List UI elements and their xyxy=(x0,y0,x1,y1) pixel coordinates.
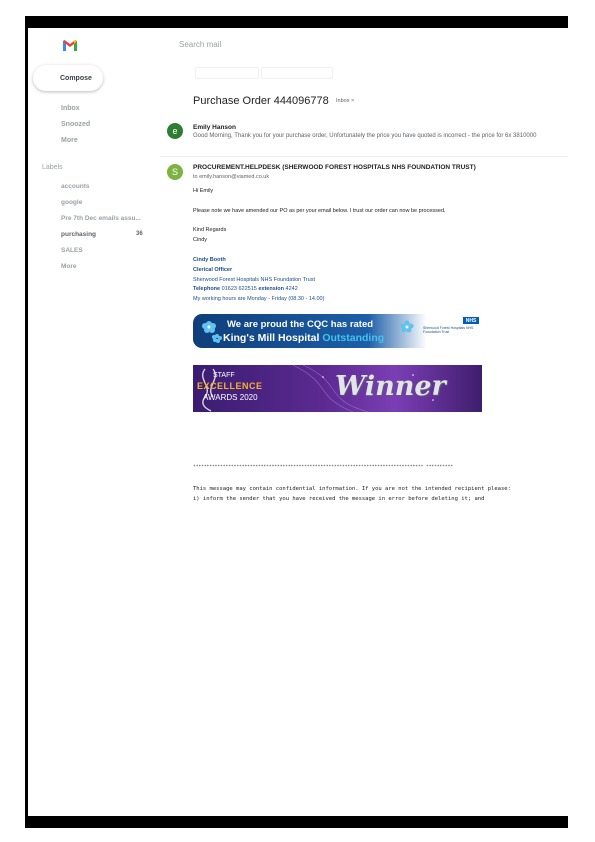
forget-me-not-flower-icon xyxy=(199,317,223,345)
confidentiality-notice: i) inform the sender that you have received the message in error before deleting it; and xyxy=(193,496,485,502)
signature-name: Cindy Booth xyxy=(193,257,226,263)
label-purchasing[interactable]: purchasing xyxy=(61,231,97,238)
label-pre-7th-dec[interactable]: Pre 7th Dec emails assu... xyxy=(61,215,141,222)
avatar: S xyxy=(167,164,183,180)
award-staff-text: STAFF xyxy=(213,372,235,379)
label-google[interactable]: google xyxy=(61,199,83,206)
staff-award-banner-image[interactable] xyxy=(193,365,482,412)
label-sales[interactable]: SALES xyxy=(61,247,83,254)
recipient-line: to emily.hanson@viamed.co.uk xyxy=(193,174,270,180)
nhs-logo: NHS xyxy=(463,317,479,324)
cqc-banner-line2 xyxy=(223,332,384,344)
telephone-number[interactable]: 01623 622515 xyxy=(220,286,259,292)
signature-phone xyxy=(193,286,298,292)
inbox-label-chip[interactable]: Inbox × xyxy=(336,98,355,104)
forget-me-not-flower-icon xyxy=(399,319,415,337)
sender-name[interactable]: Emily Hanson xyxy=(193,124,236,131)
trust-name: Sherwood Forest Hospitals NHS Foundation Trust xyxy=(423,326,474,334)
regards: Kind Regards xyxy=(193,227,227,233)
thread-subject: Purchase Order 444096778 xyxy=(193,95,329,107)
hospital-name: King's Mill Hospital xyxy=(223,332,323,344)
email-page xyxy=(28,28,568,816)
outstanding-rating: Outstanding xyxy=(322,332,385,344)
labels-more[interactable]: More xyxy=(61,263,77,270)
cqc-banner-line1: We are proud the CQC has rated xyxy=(227,319,374,330)
toolbar-button[interactable] xyxy=(261,67,333,79)
labels-heading: Labels xyxy=(42,164,63,171)
greeting: Hi Emily xyxy=(193,188,214,194)
compose-button[interactable]: Compose xyxy=(33,65,103,91)
signature-title: Clerical Officer xyxy=(193,267,233,273)
extension-label: extension xyxy=(258,286,285,292)
divider xyxy=(160,156,568,157)
label-purchasing-count: 36 xyxy=(136,231,143,237)
confidentiality-notice: This message may contain confidential information. If you are not the intended recipient please: xyxy=(193,486,511,492)
separator-line: ************************************************************************************* ********** xyxy=(193,465,454,470)
sender-name[interactable]: PROCUREMENT.HELPDESK (SHERWOOD FOREST HOSPITALS NHS FOUNDATION TRUST) xyxy=(193,164,476,171)
signoff-name: Cindy xyxy=(193,237,208,243)
extension-number: 4242 xyxy=(284,286,298,292)
gmail-logo-icon[interactable] xyxy=(62,39,78,51)
avatar: e xyxy=(167,123,183,139)
label-accounts[interactable]: accounts xyxy=(61,183,90,190)
award-winner-text: Winner xyxy=(335,371,446,402)
message-snippet[interactable]: Good Morning, Thank you for your purchase order, Unfortunately the price you have quoted is incorrect - the price for 6x 3810000 xyxy=(193,133,537,139)
search-input[interactable]: Search mail xyxy=(179,40,222,49)
nav-snoozed[interactable]: Snoozed xyxy=(61,121,91,128)
cqc-banner-image[interactable] xyxy=(193,314,485,348)
award-excellence-text: EXCELLENCE xyxy=(197,381,263,391)
nav-more[interactable]: More xyxy=(61,137,78,144)
toolbar-button[interactable] xyxy=(195,67,259,79)
nav-inbox[interactable]: Inbox xyxy=(61,105,80,112)
signature-hours: My working hours are Monday - Friday (08.30 - 14.00) xyxy=(193,296,325,302)
telephone-label: Telephone xyxy=(193,286,221,292)
signature-org: Sherwood Forest Hospitals NHS Foundation Trust xyxy=(193,277,315,283)
message-body: Please note we have amended our PO as per your email below. I trust our order can now be processed. xyxy=(193,208,446,214)
award-year-text: AWARDS 2020 xyxy=(203,393,258,402)
